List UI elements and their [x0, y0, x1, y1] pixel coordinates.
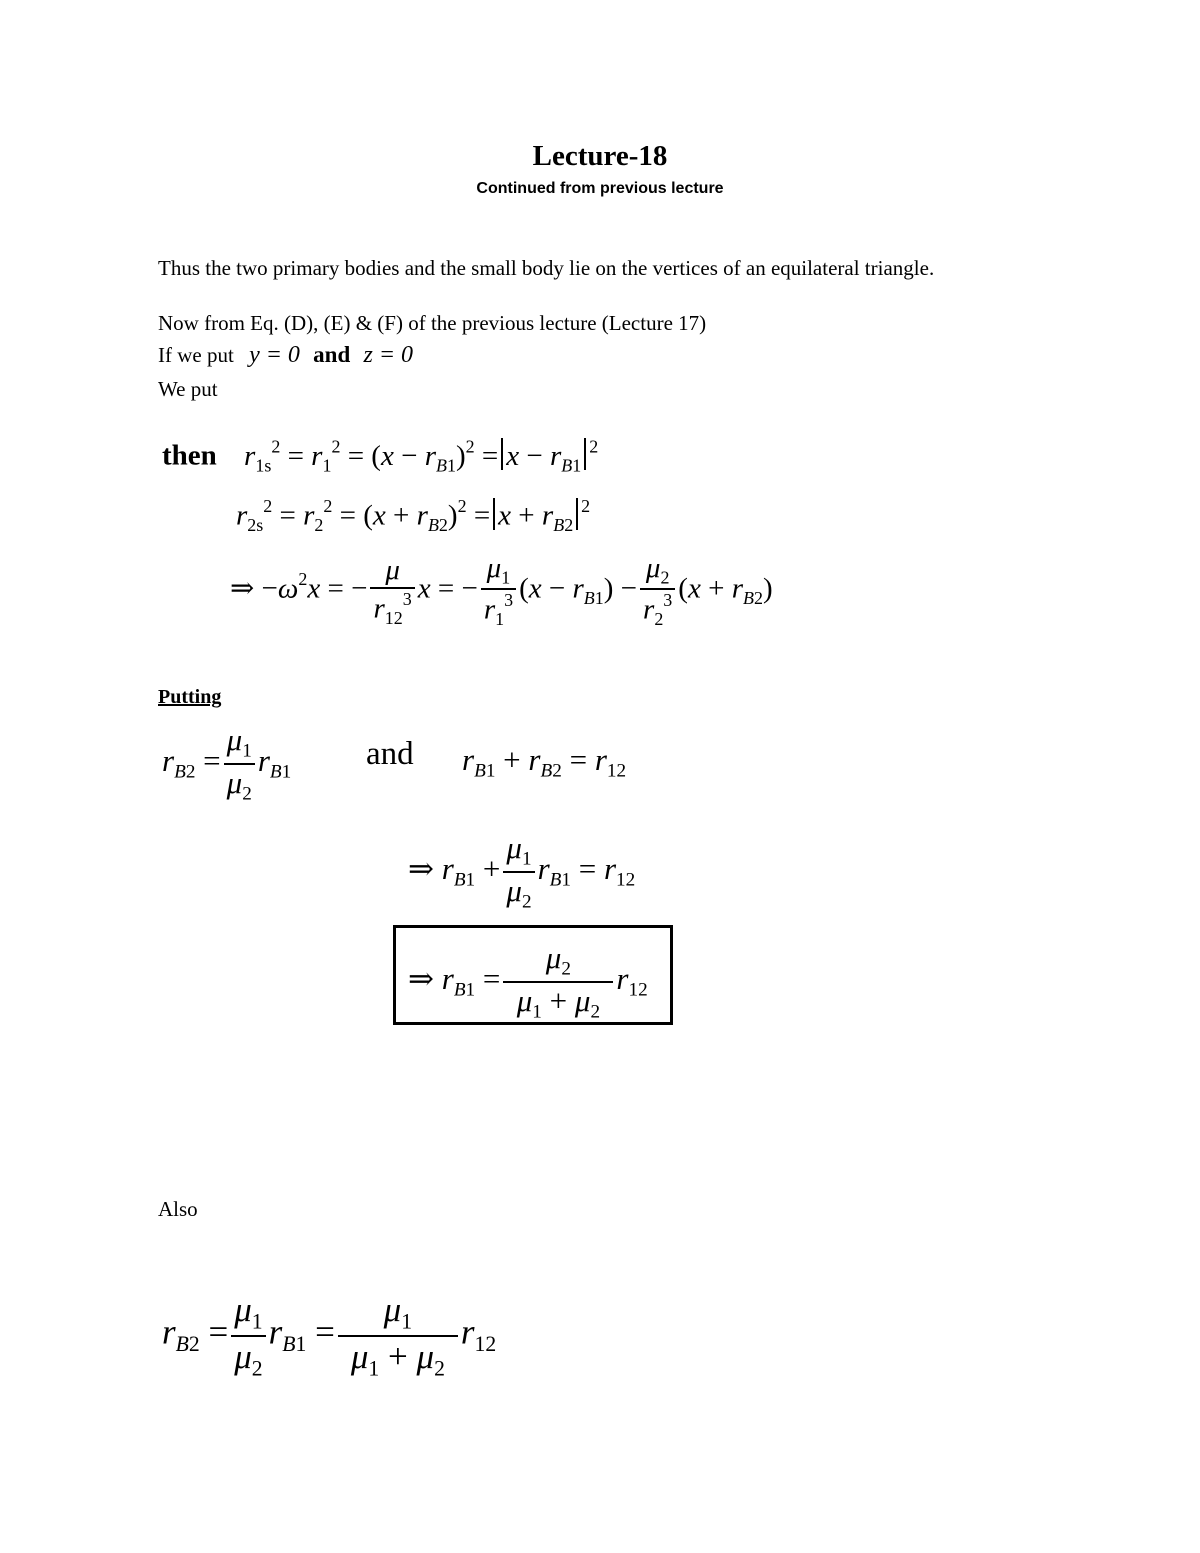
- heading-also: Also: [158, 1197, 198, 1221]
- equation-r2s: $r_{2s}^2 = r_2^2 = (x + r_{B2})^2 = x + r_{B2}^2$: [236, 496, 591, 535]
- equation-rb2-ratio: $r_{B2}$ = $\frac{\mu_1}{\mu_2}$ $r_{B1}$: [162, 722, 292, 805]
- paragraph-if-we-put: [158, 342, 413, 369]
- y-equals-zero: y = 0: [249, 342, 300, 368]
- and-label: and: [366, 736, 414, 772]
- equation-rb1-result: ⇒ $r_{B1}$ = $\frac{\mu_2}{\mu_1 + \mu_2}$ $r_{12}$: [408, 940, 648, 1023]
- equation-r1s: then $r_{1s}^2 = r_1^2 = (x - r_{B1})^2 = x - r_{B1}^2$: [162, 436, 599, 475]
- and-label-inline: and: [313, 342, 351, 367]
- equation-omega: ⇒ $-\omega^2x$ = − $\frac{\mu}{r_{12}^3}$ x = − $\frac{\mu_1}{r_1^3}$ $(x - r_{B1})$ − $\frac{\mu_2}{r_2^3}$ $(x + r_{B2})$: [230, 552, 773, 630]
- paragraph-equilateral: Thus the two primary bodies and the small body lie on the vertices of an equilateral triangle.: [158, 256, 935, 280]
- page-title: Lecture-18: [532, 140, 668, 172]
- z-equals-zero: z = 0: [363, 342, 414, 368]
- paragraph-we-put: We put: [158, 377, 218, 401]
- paragraph-equations-ref: Now from Eq. (D), (E) & (F) of the previous lecture (Lecture 17): [158, 311, 707, 335]
- page-subtitle: Continued from previous lecture: [476, 180, 724, 197]
- heading-putting: Putting: [158, 686, 222, 708]
- if-we-put-label: If we put: [158, 343, 234, 367]
- then-label: then: [162, 439, 217, 472]
- equation-sum: $r_{B1} + r_{B2} = r_{12}$: [462, 742, 627, 782]
- equation-rb2-result: $r_{B2}$ = $\frac{\mu_1}{\mu_2}$ $r_{B1}$ = $\frac{\mu_1}{\mu_1 + \mu_2}$ $r_{12}$: [162, 1290, 497, 1381]
- equation-implies-sum: ⇒ $r_{B1}$ + $\frac{\mu_1}{\mu_2}$ $r_{B1} = r_{12}$: [408, 830, 636, 913]
